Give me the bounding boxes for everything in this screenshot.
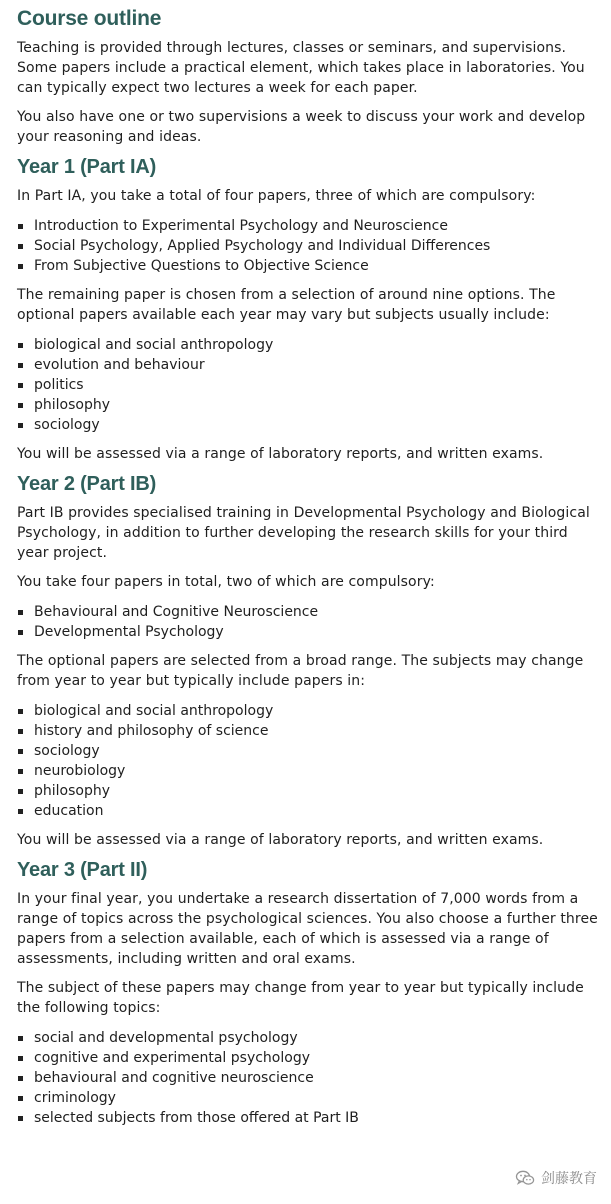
course-outline-title: Course outline (17, 7, 162, 30)
list-item: biological and social anthropology (17, 701, 601, 721)
list-item: philosophy (17, 395, 601, 415)
year1-title: Year 1 (Part IA) (17, 156, 157, 179)
year3-intro: In your final year, you undertake a research dissertation of 7,000 words from a range of topics across the psychological sciences. You also choose a further three papers from a selection available, each of which is assessed via a range of assessments, including written and oral exams. (17, 891, 598, 968)
list-item: selected subjects from those offered at Part IB (17, 1108, 601, 1128)
list-item: cognitive and experimental psychology (17, 1048, 601, 1068)
list-item: Developmental Psychology (17, 622, 601, 642)
year2-title: Year 2 (Part IB) (17, 473, 157, 496)
year2-options-list (17, 701, 601, 821)
list-item: sociology (17, 741, 601, 761)
course-outline-paragraph-1: Teaching is provided through lectures, classes or seminars, and supervisions. Some papers include a practical element, which takes place in laboratories. You can typically expect two lectures a week for each paper. (17, 40, 585, 97)
course-outline-paragraph-2: You also have one or two supervisions a week to discuss your work and develop your reasoning and ideas. (17, 109, 586, 146)
list-item: behavioural and cognitive neuroscience (17, 1068, 601, 1088)
year1-intro: In Part IA, you take a total of four papers, three of which are compulsory: (17, 188, 536, 205)
list-item: sociology (17, 415, 601, 435)
watermark (515, 1168, 597, 1188)
year3-topics-list (17, 1028, 601, 1128)
list-item: biological and social anthropology (17, 335, 601, 355)
list-item: politics (17, 375, 601, 395)
year3-topics-intro: The subject of these papers may change from year to year but typically include the following topics: (17, 980, 584, 1017)
list-item: evolution and behaviour (17, 355, 601, 375)
year2-assessment: You will be assessed via a range of laboratory reports, and written exams. (17, 832, 544, 849)
course-page (17, 7, 601, 1128)
year2-options-intro: The optional papers are selected from a broad range. The subjects may change from year to year but typically include papers in: (17, 653, 584, 690)
list-item: Introduction to Experimental Psychology and Neuroscience (17, 216, 601, 236)
year2-compulsory-intro: You take four papers in total, two of which are compulsory: (17, 574, 435, 591)
list-item: From Subjective Questions to Objective Science (17, 256, 601, 276)
list-item: social and developmental psychology (17, 1028, 601, 1048)
list-item: Social Psychology, Applied Psychology and Individual Differences (17, 236, 601, 256)
wechat-icon (515, 1170, 535, 1186)
year3-title: Year 3 (Part II) (17, 859, 148, 882)
year2-intro: Part IB provides specialised training in Developmental Psychology and Biological Psychology, in addition to further developing the research skills for your third year project. (17, 505, 590, 562)
list-item: philosophy (17, 781, 601, 801)
list-item: history and philosophy of science (17, 721, 601, 741)
year1-options-list (17, 335, 601, 435)
year1-assessment: You will be assessed via a range of laboratory reports, and written exams. (17, 446, 544, 463)
watermark-text: 剑藤教育 (541, 1171, 597, 1187)
list-item: Behavioural and Cognitive Neuroscience (17, 602, 601, 622)
list-item: criminology (17, 1088, 601, 1108)
year1-options-intro: The remaining paper is chosen from a selection of around nine options. The optional papers available each year may vary but subjects usually include: (17, 287, 556, 324)
list-item: neurobiology (17, 761, 601, 781)
year2-compulsory-list (17, 602, 601, 642)
list-item: education (17, 801, 601, 821)
year1-compulsory-list (17, 216, 601, 276)
